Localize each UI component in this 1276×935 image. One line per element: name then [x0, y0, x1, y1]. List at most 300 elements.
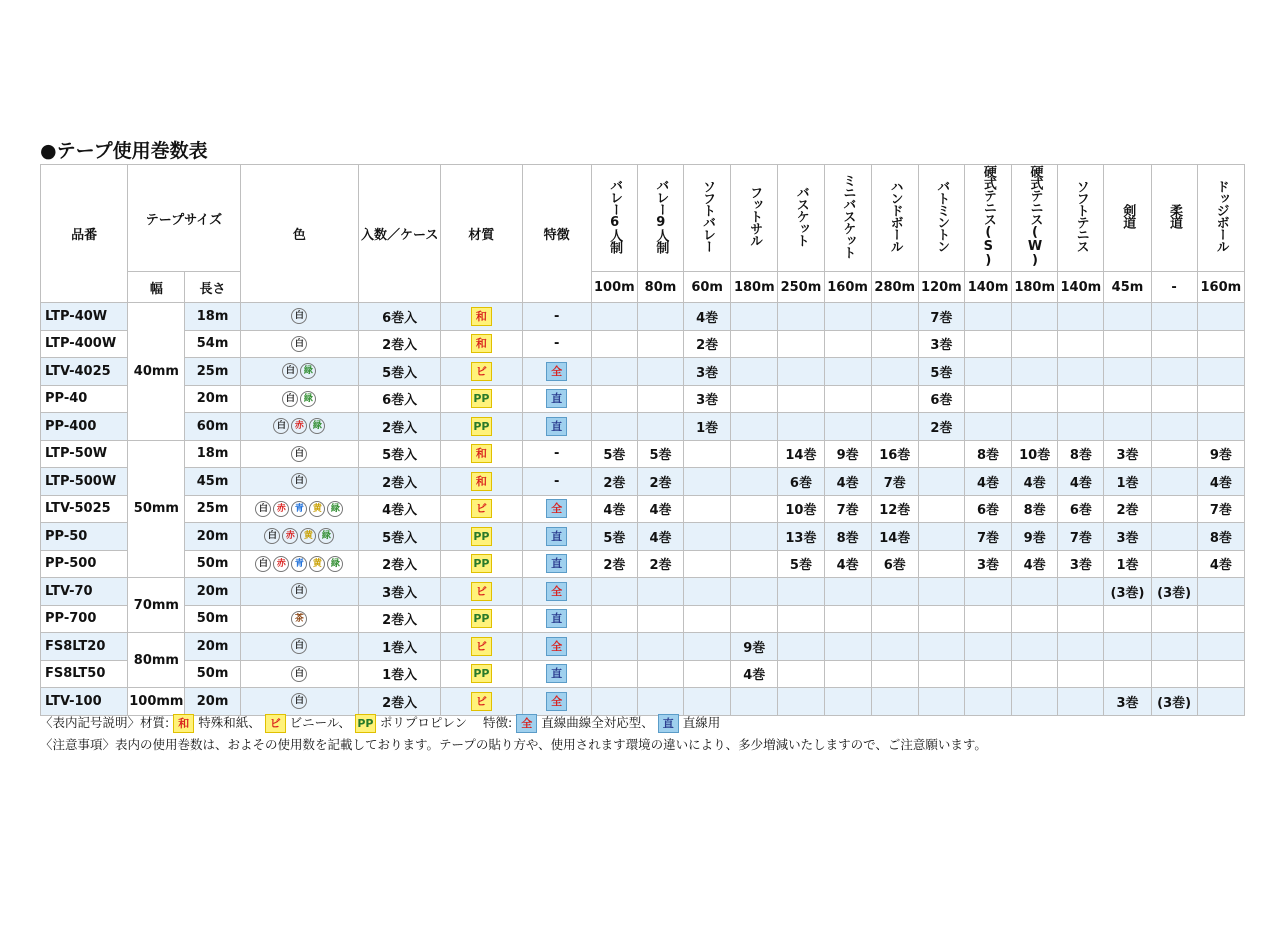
usage-cell [591, 358, 637, 386]
feature-cell [522, 688, 591, 716]
usage-cell [637, 578, 683, 606]
usage-cell [778, 385, 824, 413]
legend-prefix: 〈表内記号説明〉材質: [40, 715, 170, 730]
usage-cell [637, 633, 683, 661]
usage-cell [1197, 688, 1244, 716]
usage-cell [1151, 550, 1197, 578]
usage-cell [918, 495, 964, 523]
usage-cell [824, 385, 871, 413]
sport-length-8: 140m [964, 272, 1011, 303]
usage-cell: 2巻 [637, 468, 683, 496]
color-cell [240, 523, 358, 551]
usage-cell: 3巻 [1104, 688, 1151, 716]
usage-cell [1151, 633, 1197, 661]
sport-length-10: 140m [1058, 272, 1104, 303]
usage-cell: 7巻 [1058, 523, 1104, 551]
sport-length-6: 280m [871, 272, 918, 303]
material-badge: PP [471, 417, 492, 436]
usage-cell: 6巻 [964, 495, 1011, 523]
color-chip: 白 [291, 666, 307, 682]
usage-cell [637, 358, 683, 386]
material-badge: PP [471, 554, 492, 573]
usage-cell [684, 468, 731, 496]
usage-cell [731, 303, 778, 331]
usage-cell: 9巻 [1012, 523, 1058, 551]
usage-cell [1197, 330, 1244, 358]
length-cell: 20m [185, 688, 240, 716]
usage-cell [778, 413, 824, 441]
material-badge: PP [471, 664, 492, 683]
feature-cell [522, 523, 591, 551]
material-badge: ビ [471, 692, 492, 711]
usage-cell [1012, 413, 1058, 441]
header-material: 材質 [441, 165, 522, 303]
usage-cell [591, 660, 637, 688]
model-cell: LTP-500W [41, 468, 128, 496]
material-cell [441, 385, 522, 413]
feature-cell: - [522, 303, 591, 331]
usage-cell [1151, 605, 1197, 633]
usage-cell [1151, 440, 1197, 468]
usage-cell: 6巻 [918, 385, 964, 413]
usage-cell: 3巻 [1104, 523, 1151, 551]
caution-line: 〈注意事項〉表内の使用巻数は、およその使用数を記載しております。テープの貼り方や、使用されます環境の違いにより、多少増減いたしますので、ご注意願います。 [40, 737, 987, 752]
usage-cell: 5巻 [918, 358, 964, 386]
legend-choku-badge: 直 [658, 714, 679, 733]
color-cell [240, 440, 358, 468]
feature-badge: 全 [546, 499, 567, 518]
pack-cell: 2巻入 [359, 550, 441, 578]
header-pack: 入数／ケース [359, 165, 441, 303]
usage-cell: 5巻 [591, 440, 637, 468]
usage-cell [1197, 358, 1244, 386]
usage-cell: 16巻 [871, 440, 918, 468]
color-chip: 赤 [273, 556, 289, 572]
pack-cell: 6巻入 [359, 303, 441, 331]
usage-cell [964, 578, 1011, 606]
header-tape-size: テープサイズ [128, 165, 240, 272]
color-chip: 白 [291, 336, 307, 352]
model-cell: PP-500 [41, 550, 128, 578]
model-cell: PP-50 [41, 523, 128, 551]
model-cell: LTV-4025 [41, 358, 128, 386]
usage-cell [1151, 303, 1197, 331]
usage-cell [1197, 385, 1244, 413]
usage-cell [824, 578, 871, 606]
usage-cell [637, 660, 683, 688]
usage-cell [591, 688, 637, 716]
usage-cell [918, 468, 964, 496]
usage-cell [1151, 660, 1197, 688]
usage-cell [684, 578, 731, 606]
usage-cell: 4巻 [1197, 550, 1244, 578]
page-title: ●テープ使用巻数表 [40, 140, 208, 162]
material-badge: ビ [471, 362, 492, 381]
color-cell [240, 688, 358, 716]
color-chip: 白 [264, 528, 280, 544]
color-chip: 黄 [309, 501, 325, 517]
usage-cell [684, 605, 731, 633]
usage-cell [824, 688, 871, 716]
usage-cell: 14巻 [871, 523, 918, 551]
usage-cell: 10巻 [1012, 440, 1058, 468]
color-chip: 白 [291, 446, 307, 462]
usage-cell: 1巻 [1104, 550, 1151, 578]
sport-name: バレー6人制 [607, 179, 623, 253]
width-cell: 70mm [128, 578, 185, 633]
length-cell: 50m [185, 605, 240, 633]
feature-cell [522, 413, 591, 441]
usage-cell [591, 578, 637, 606]
sport-name: ドッジボール [1213, 180, 1229, 252]
usage-cell [1151, 495, 1197, 523]
table-row [41, 330, 1245, 358]
usage-cell: 7巻 [824, 495, 871, 523]
usage-cell [778, 330, 824, 358]
feature-badge: 全 [546, 692, 567, 711]
usage-cell [1151, 358, 1197, 386]
notes [40, 712, 987, 756]
usage-cell: 4巻 [1058, 468, 1104, 496]
usage-cell: 2巻 [684, 330, 731, 358]
header-length: 長さ [185, 272, 240, 303]
usage-cell [1151, 413, 1197, 441]
usage-cell [1012, 303, 1058, 331]
usage-cell [1197, 303, 1244, 331]
color-cell [240, 495, 358, 523]
usage-cell [918, 688, 964, 716]
model-cell: LTP-400W [41, 330, 128, 358]
usage-cell [637, 605, 683, 633]
sport-length-4: 250m [778, 272, 824, 303]
material-cell [441, 358, 522, 386]
usage-cell: 10巻 [778, 495, 824, 523]
sport-length-1: 80m [637, 272, 683, 303]
usage-cell: 4巻 [591, 495, 637, 523]
color-chip: 緑 [327, 556, 343, 572]
pack-cell: 3巻入 [359, 578, 441, 606]
sport-name: ミニバスケット [840, 174, 856, 258]
color-cell [240, 468, 358, 496]
width-cell: 40mm [128, 303, 185, 441]
legend-wa-badge: 和 [173, 714, 194, 733]
model-cell: LTV-5025 [41, 495, 128, 523]
usage-cell [1197, 578, 1244, 606]
header-sport-3 [731, 165, 778, 272]
usage-cell [637, 385, 683, 413]
usage-cell: 5巻 [591, 523, 637, 551]
usage-cell [684, 688, 731, 716]
sport-name: 柔道 [1166, 204, 1182, 228]
usage-cell [684, 550, 731, 578]
usage-cell: 7巻 [918, 303, 964, 331]
color-cell [240, 303, 358, 331]
sport-length-2: 60m [684, 272, 731, 303]
usage-cell [731, 468, 778, 496]
usage-cell [871, 605, 918, 633]
usage-cell [1012, 578, 1058, 606]
pack-cell: 2巻入 [359, 413, 441, 441]
usage-cell: 9巻 [731, 633, 778, 661]
material-cell [441, 303, 522, 331]
feature-cell: - [522, 468, 591, 496]
usage-cell [1012, 385, 1058, 413]
feature-cell [522, 578, 591, 606]
sport-length-0: 100m [591, 272, 637, 303]
usage-cell: (3巻) [1151, 688, 1197, 716]
sport-name: 硬式テニス(S) [980, 165, 996, 267]
usage-cell [1104, 358, 1151, 386]
length-cell: 20m [185, 578, 240, 606]
length-cell: 18m [185, 303, 240, 331]
usage-cell [591, 413, 637, 441]
usage-cell [637, 330, 683, 358]
usage-cell [1197, 413, 1244, 441]
usage-cell [964, 303, 1011, 331]
color-cell [240, 385, 358, 413]
length-cell: 20m [185, 523, 240, 551]
header-row-bottom [41, 272, 1245, 303]
usage-cell [778, 660, 824, 688]
pack-cell: 2巻入 [359, 330, 441, 358]
usage-cell [918, 633, 964, 661]
color-cell [240, 660, 358, 688]
usage-cell: 4巻 [824, 550, 871, 578]
usage-cell [1012, 633, 1058, 661]
model-cell: FS8LT20 [41, 633, 128, 661]
header-sport-13 [1197, 165, 1244, 272]
material-cell [441, 495, 522, 523]
usage-cell [731, 440, 778, 468]
usage-cell: 9巻 [1197, 440, 1244, 468]
usage-cell: 4巻 [684, 303, 731, 331]
model-cell: LTP-40W [41, 303, 128, 331]
header-model: 品番 [41, 165, 128, 303]
usage-cell [964, 413, 1011, 441]
table-row [41, 495, 1245, 523]
table-row [41, 633, 1245, 661]
length-cell: 25m [185, 495, 240, 523]
color-chip: 黄 [309, 556, 325, 572]
tape-usage-table [40, 164, 1245, 716]
material-badge: ビ [471, 582, 492, 601]
usage-cell [918, 523, 964, 551]
material-badge: 和 [471, 472, 492, 491]
header-sport-6 [871, 165, 918, 272]
usage-cell: 4巻 [964, 468, 1011, 496]
usage-cell [684, 633, 731, 661]
usage-cell [684, 440, 731, 468]
usage-cell [778, 358, 824, 386]
color-chip: 茶 [291, 611, 307, 627]
usage-cell [871, 660, 918, 688]
usage-cell: (3巻) [1104, 578, 1151, 606]
legend-feature-prefix: 特徴: [483, 715, 513, 730]
usage-cell [684, 660, 731, 688]
table-row [41, 605, 1245, 633]
usage-cell [964, 633, 1011, 661]
usage-cell [778, 633, 824, 661]
material-cell [441, 605, 522, 633]
usage-cell [731, 330, 778, 358]
usage-cell [964, 688, 1011, 716]
usage-cell: 4巻 [824, 468, 871, 496]
usage-cell [1151, 523, 1197, 551]
model-cell: LTV-100 [41, 688, 128, 716]
usage-cell: 3巻 [964, 550, 1011, 578]
usage-cell: 3巻 [1104, 440, 1151, 468]
table-row [41, 523, 1245, 551]
pack-cell: 2巻入 [359, 688, 441, 716]
sport-name: ソフトテニス [1073, 180, 1089, 252]
material-badge: ビ [471, 637, 492, 656]
feature-badge: 全 [546, 637, 567, 656]
sport-length-9: 180m [1012, 272, 1058, 303]
header-feature: 特徴 [522, 165, 591, 303]
usage-cell: 1巻 [1104, 468, 1151, 496]
color-chip: 白 [291, 583, 307, 599]
color-chip: 白 [255, 501, 271, 517]
material-cell [441, 550, 522, 578]
header-sport-1 [637, 165, 683, 272]
legend-pp-label: ポリプロピレン [379, 715, 468, 730]
model-cell: PP-400 [41, 413, 128, 441]
usage-cell: 2巻 [1104, 495, 1151, 523]
legend-bi-label: ビニール、 [289, 715, 351, 730]
usage-cell [1058, 385, 1104, 413]
color-chip: 白 [255, 556, 271, 572]
color-chip: 白 [273, 418, 289, 434]
color-chip: 白 [282, 363, 298, 379]
color-chip: 赤 [273, 501, 289, 517]
material-cell [441, 523, 522, 551]
usage-cell: (3巻) [1151, 578, 1197, 606]
feature-cell [522, 550, 591, 578]
length-cell: 18m [185, 440, 240, 468]
usage-cell [964, 660, 1011, 688]
usage-cell [824, 358, 871, 386]
usage-cell [824, 303, 871, 331]
color-chip: 白 [291, 308, 307, 324]
usage-cell [731, 523, 778, 551]
feature-badge: 直 [546, 554, 567, 573]
usage-cell [1012, 688, 1058, 716]
usage-cell [1104, 413, 1151, 441]
sport-name: 硬式テニス(W) [1027, 165, 1043, 267]
feature-cell [522, 605, 591, 633]
usage-cell [871, 413, 918, 441]
usage-cell: 3巻 [918, 330, 964, 358]
sport-length-13: 160m [1197, 272, 1244, 303]
feature-badge: 直 [546, 664, 567, 683]
usage-cell [824, 330, 871, 358]
material-badge: 和 [471, 307, 492, 326]
usage-cell [778, 303, 824, 331]
material-cell [441, 688, 522, 716]
usage-cell: 2巻 [591, 468, 637, 496]
color-chip: 青 [291, 501, 307, 517]
color-chip: 緑 [318, 528, 334, 544]
usage-cell [731, 688, 778, 716]
model-cell: LTP-50W [41, 440, 128, 468]
usage-cell [918, 660, 964, 688]
legend-bi-badge: ビ [265, 714, 286, 733]
legend-line [40, 712, 987, 734]
usage-cell [964, 330, 1011, 358]
usage-cell: 9巻 [824, 440, 871, 468]
usage-cell [591, 633, 637, 661]
length-cell: 60m [185, 413, 240, 441]
color-chip: 緑 [309, 418, 325, 434]
usage-cell [1058, 660, 1104, 688]
sport-name: ソフトバレー [699, 180, 715, 252]
material-badge: ビ [471, 499, 492, 518]
header-sport-5 [824, 165, 871, 272]
length-cell: 54m [185, 330, 240, 358]
usage-cell: 8巻 [1012, 495, 1058, 523]
usage-cell: 4巻 [637, 523, 683, 551]
usage-cell: 2巻 [637, 550, 683, 578]
usage-cell [1104, 633, 1151, 661]
table-row [41, 660, 1245, 688]
sport-length-7: 120m [918, 272, 964, 303]
color-cell [240, 358, 358, 386]
model-cell: PP-40 [41, 385, 128, 413]
pack-cell: 1巻入 [359, 660, 441, 688]
material-cell [441, 633, 522, 661]
feature-badge: 全 [546, 582, 567, 601]
usage-cell: 8巻 [1197, 523, 1244, 551]
usage-cell: 4巻 [731, 660, 778, 688]
header-sport-7 [918, 165, 964, 272]
usage-cell [1104, 605, 1151, 633]
usage-cell [591, 303, 637, 331]
usage-cell: 4巻 [1012, 468, 1058, 496]
material-badge: PP [471, 609, 492, 628]
feature-cell [522, 660, 591, 688]
length-cell: 50m [185, 660, 240, 688]
usage-cell [871, 633, 918, 661]
table-row [41, 413, 1245, 441]
header-color: 色 [240, 165, 358, 303]
color-cell [240, 330, 358, 358]
color-chip: 黄 [300, 528, 316, 544]
color-chip: 白 [291, 693, 307, 709]
usage-cell: 3巻 [684, 358, 731, 386]
width-cell: 50mm [128, 440, 185, 578]
pack-cell: 5巻入 [359, 358, 441, 386]
usage-cell: 8巻 [964, 440, 1011, 468]
usage-cell [1058, 605, 1104, 633]
usage-cell [731, 578, 778, 606]
material-cell [441, 578, 522, 606]
header-sport-2 [684, 165, 731, 272]
legend-wa-label: 特殊和紙、 [198, 715, 261, 730]
usage-cell: 5巻 [778, 550, 824, 578]
pack-cell: 1巻入 [359, 633, 441, 661]
usage-cell [591, 385, 637, 413]
sport-name: バスケット [793, 186, 809, 246]
material-cell [441, 413, 522, 441]
usage-cell: 3巻 [684, 385, 731, 413]
usage-cell [964, 358, 1011, 386]
usage-cell [824, 413, 871, 441]
usage-cell [731, 413, 778, 441]
usage-cell [731, 495, 778, 523]
header-row-top [41, 165, 1245, 272]
legend-zen-label: 直線曲線全対応型、 [541, 715, 654, 730]
table-row [41, 358, 1245, 386]
